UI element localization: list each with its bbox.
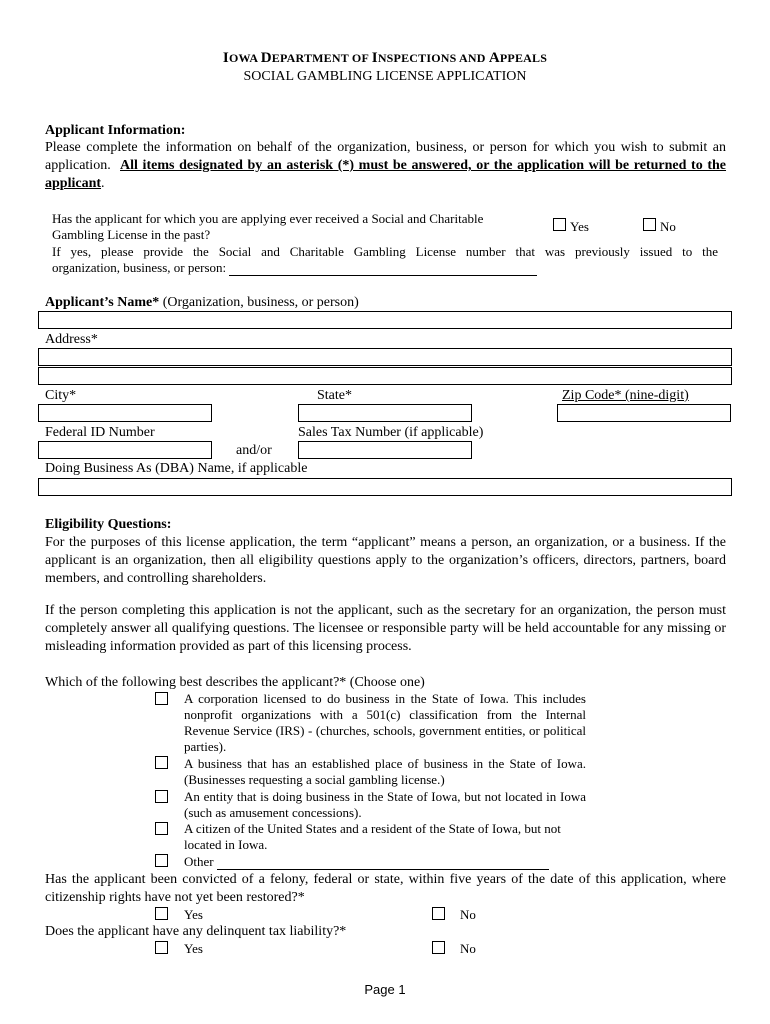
applicant-type-corporation-label: A corporation licensed to do business in the State of Iowa. This includes nonprofit organizations with a 501(c) classification from the Internal Revenue Service (IRS) - (churches, schools, government entities, or political parties). (184, 691, 586, 754)
prior-license-yes-label: Yes (570, 219, 589, 234)
applicant-name-label: Applicant’s Name* (Organization, business, or person) (45, 295, 359, 310)
applicant-type-question: Which of the following best describes the applicant?* (Choose one) (45, 675, 425, 690)
prior-license-question-line2: Gambling License in the past? (52, 227, 211, 242)
address-input-line2[interactable] (38, 367, 732, 385)
applicant-info-intro: Please complete the information on behalf of the organization, business, or person for which you wish to submit an application. All items designated by an asterisk (*) must be answered, or the application will be returned to the applicant. (45, 140, 727, 191)
eligibility-paragraph-2: If the person completing this application is not the applicant, such as the secretary for an organization, the person must completely answer all qualifying questions. The licensee or responsible party will be held accountable for any missing or misleading information provided as part of this licensing process. (45, 603, 726, 654)
applicant-type-citizen-label: A citizen of the United States and a resident of the State of Iowa, but not located in Iowa. (184, 821, 561, 852)
zip-input[interactable] (557, 404, 731, 422)
prior-license-no-label: No (660, 219, 676, 234)
eligibility-paragraph-1: For the purposes of this license application, the term “applicant” means a person, an organization, or a business. If the applicant is an organization, then all eligibility questions apply to the organization’s officers, directors, partners, board members, and controlling shareholders. (45, 535, 726, 586)
state-label: State* (317, 388, 352, 403)
address-label: Address* (45, 332, 98, 347)
applicant-type-business-label: A business that has an established place of business in the State of Iowa. (Businesses requesting a social gambling license.) (184, 756, 586, 787)
applicant-type-entity-label: An entity that is doing business in the State of Iowa, but not located in Iowa (such as amusement concessions). (184, 789, 586, 820)
federal-id-input[interactable] (38, 441, 212, 459)
tax-no-label: No (460, 941, 476, 956)
prior-license-question-line1: Has the applicant for which you are applying ever received a Social and Charitable (52, 211, 484, 226)
page-number: Page 1 (364, 982, 406, 997)
applicant-name-input[interactable] (38, 311, 732, 329)
felony-question: Has the applicant been convicted of a felony, federal or state, within five years of the date of this application, where citizenship rights have not yet been restored?* (45, 872, 726, 905)
applicant-type-entity-checkbox[interactable] (155, 790, 168, 803)
form-subtitle: SOCIAL GAMBLING LICENSE APPLICATION (243, 69, 527, 84)
applicant-type-other-row: Other (184, 854, 549, 870)
state-input[interactable] (298, 404, 472, 422)
tax-yes-label: Yes (184, 941, 203, 956)
felony-yes-checkbox[interactable] (155, 907, 168, 920)
felony-no-label: No (460, 907, 476, 922)
dba-input[interactable] (38, 478, 732, 496)
dba-label: Doing Business As (DBA) Name, if applicable (45, 461, 308, 476)
city-label: City* (45, 388, 77, 403)
applicant-type-other-checkbox[interactable] (155, 854, 168, 867)
applicant-type-corporation-checkbox[interactable] (155, 692, 168, 705)
applicant-type-citizen-checkbox[interactable] (155, 822, 168, 835)
tax-yes-checkbox[interactable] (155, 941, 168, 954)
zip-label: Zip Code* (nine-digit) (562, 388, 689, 403)
prior-license-yes-checkbox[interactable] (553, 218, 566, 231)
prior-license-ifyes-line2: organization, business, or person: (52, 260, 537, 276)
federal-id-label: Federal ID Number (45, 425, 155, 440)
prior-license-number-field[interactable] (229, 263, 537, 276)
tax-liability-question: Does the applicant have any delinquent tax liability?* (45, 924, 347, 939)
applicant-type-business-checkbox[interactable] (155, 756, 168, 769)
applicant-info-heading: Applicant Information: (45, 123, 186, 138)
prior-license-no-checkbox[interactable] (643, 218, 656, 231)
felony-no-checkbox[interactable] (432, 907, 445, 920)
andor-text: and/or (236, 443, 272, 458)
address-input-line1[interactable] (38, 348, 732, 366)
sales-tax-input[interactable] (298, 441, 472, 459)
applicant-type-other-field[interactable] (217, 857, 549, 870)
tax-no-checkbox[interactable] (432, 941, 445, 954)
sales-tax-label: Sales Tax Number (if applicable) (298, 425, 484, 440)
eligibility-heading: Eligibility Questions: (45, 517, 172, 532)
city-input[interactable] (38, 404, 212, 422)
prior-license-ifyes-line1: If yes, please provide the Social and Charitable Gambling License number that was previously issued to the (52, 244, 718, 259)
form-title: IOWA DEPARTMENT OF INSPECTIONS AND APPEALS (222, 50, 548, 66)
felony-yes-label: Yes (184, 907, 203, 922)
